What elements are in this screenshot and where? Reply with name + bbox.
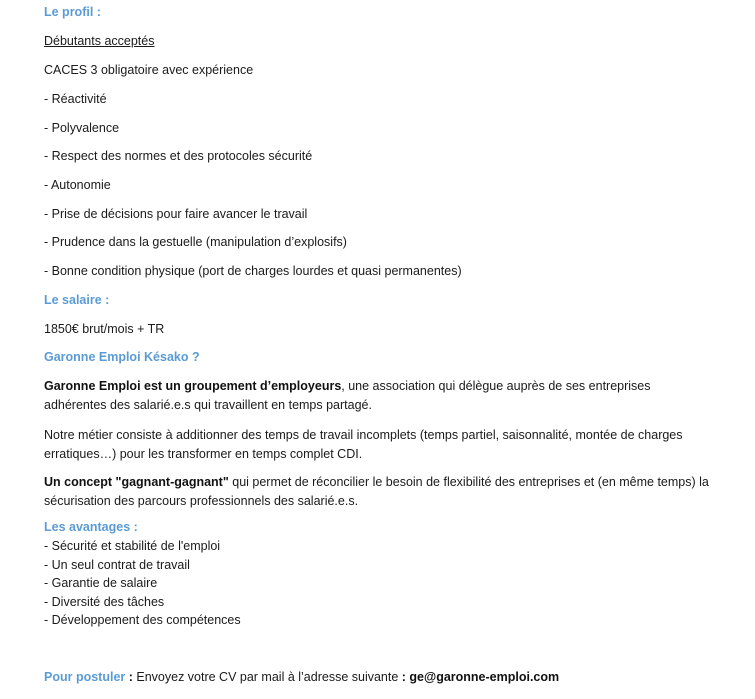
advantages-heading: Les avantages : — [44, 520, 138, 534]
advantages-list — [44, 537, 241, 630]
profile-item: - Réactivité — [44, 92, 107, 106]
apply-colon: : — [125, 670, 133, 684]
apply-line — [44, 669, 559, 685]
apply-label: Pour postuler — [44, 670, 126, 684]
apply-email-link[interactable]: ge@garonne-emploi.com — [409, 670, 560, 684]
about-paragraph-1-text: , une association qui délègue auprès de ses entreprises adhérentes des salarié.e.s qui travaillent en temps partagé. — [44, 379, 651, 412]
profile-item: - Prudence dans la gestuelle (manipulation d’explosifs) — [44, 235, 347, 249]
about-paragraph-2: Notre métier consiste à additionner des temps de travail incomplets (temps partiel, saisonnalité, montée de charges erratiques…) pour les transformer en temps complet CDI. — [44, 428, 683, 461]
about-paragraph-1-bold: Garonne Emploi est un groupement d’employeurs — [44, 379, 342, 393]
list-item: - Sécurité et stabilité de l'emploi — [44, 539, 221, 553]
list-item: - Développement des compétences — [44, 613, 241, 627]
profile-item: - Autonomie — [44, 178, 111, 192]
beginners-accepted: Débutants acceptés — [44, 34, 155, 48]
about-paragraph-3-text: qui permet de réconcilier le besoin de flexibilité des entreprises et (en même temps) la sécurisation des parcours professionnels des salarié.e.s. — [44, 475, 709, 508]
apply-text: Envoyez votre CV par mail à l’adresse suivante — [132, 670, 402, 684]
salary-heading: Le salaire : — [44, 293, 110, 307]
salary-value: 1850€ brut/mois + TR — [44, 322, 165, 336]
about-paragraph-3-bold: Un concept "gagnant-gagnant" — [44, 475, 229, 489]
about-paragraph-3 — [44, 473, 714, 511]
profile-item: - Polyvalence — [44, 121, 120, 135]
apply-colon-2: : — [401, 670, 410, 684]
caces-requirement: CACES 3 obligatoire avec expérience — [44, 63, 254, 77]
profile-heading: Le profil : — [44, 5, 101, 19]
profile-item: - Prise de décisions pour faire avancer le travail — [44, 207, 308, 221]
about-heading: Garonne Emploi Késako ? — [44, 350, 200, 364]
profile-item: - Respect des normes et des protocoles sécurité — [44, 149, 313, 163]
list-item: - Un seul contrat de travail — [44, 557, 190, 572]
profile-item: - Bonne condition physique (port de charges lourdes et quasi permanentes) — [44, 264, 462, 278]
about-paragraph-1 — [44, 377, 714, 415]
list-item: - Garantie de salaire — [44, 576, 158, 590]
list-item: - Diversité des tâches — [44, 594, 165, 609]
